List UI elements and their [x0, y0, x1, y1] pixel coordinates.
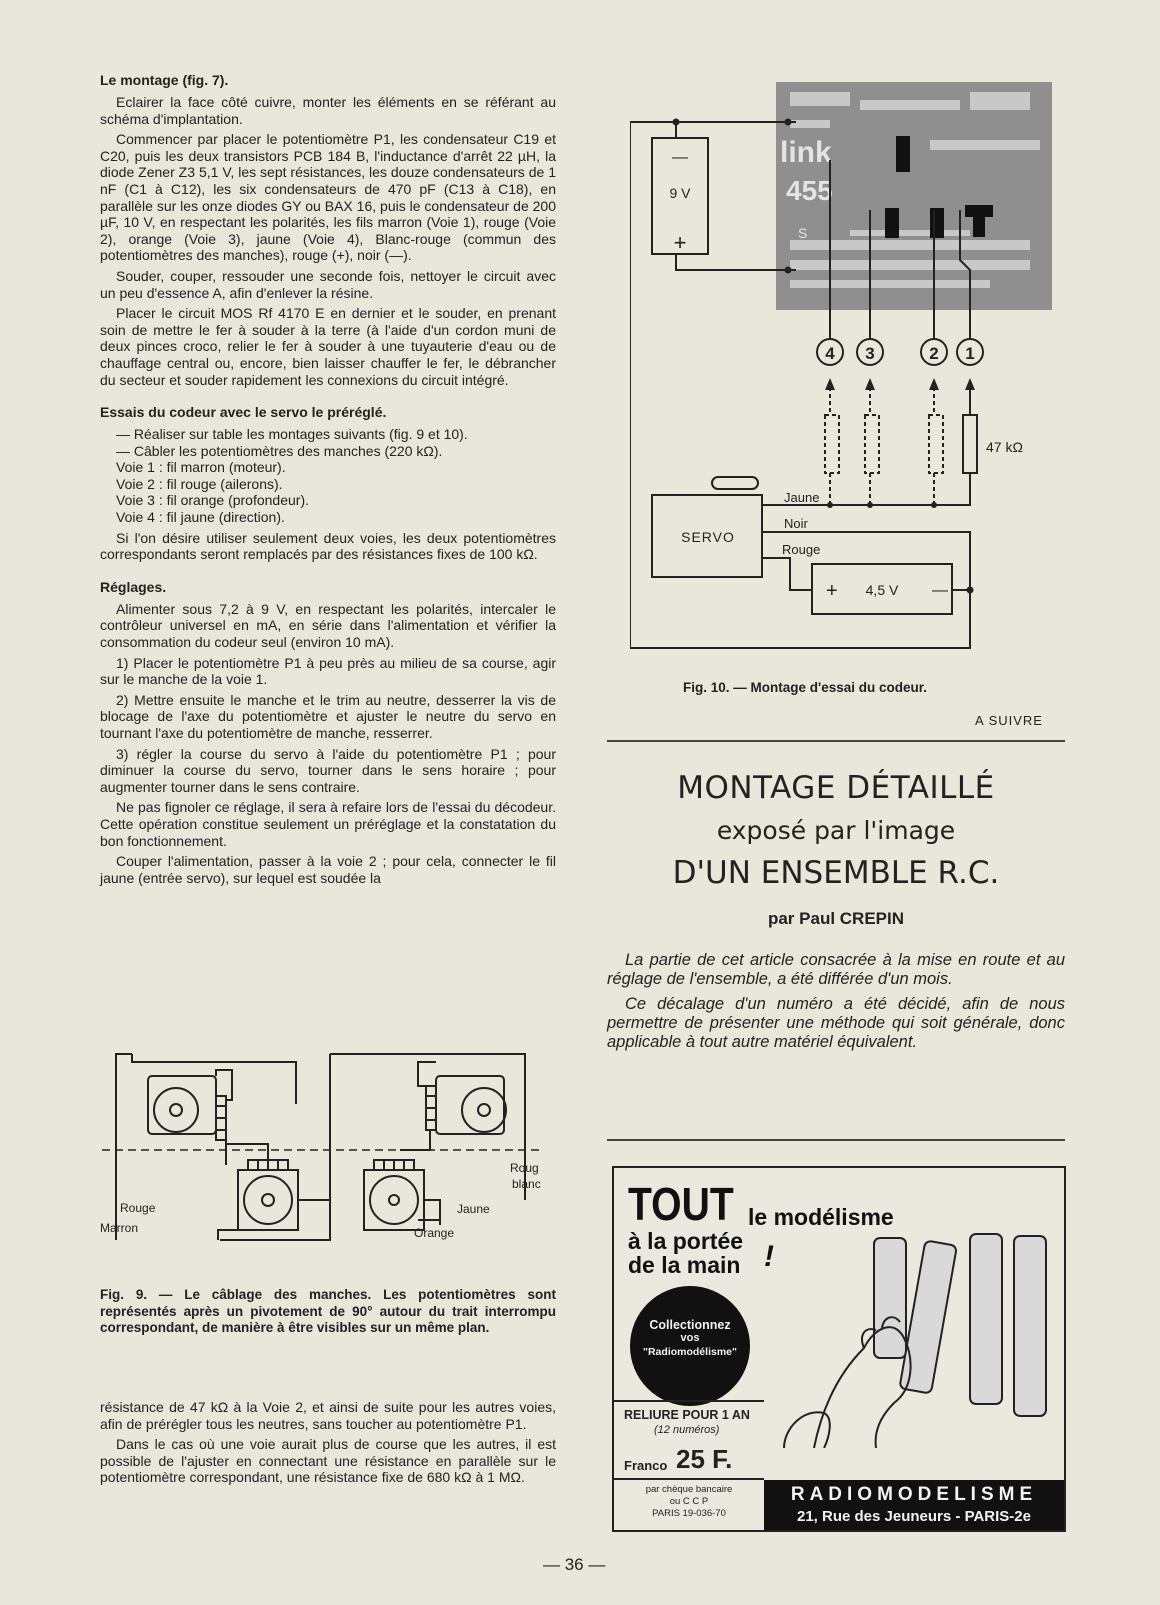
ad-reliure: RELIURE POUR 1 AN: [624, 1408, 750, 1422]
board-text-link: link: [780, 136, 832, 169]
essais-line: Voie 3 : fil orange (profondeur).: [116, 492, 310, 509]
left-bottom-text: [100, 1399, 556, 1490]
fig9-label-orange: Orange: [414, 1226, 455, 1240]
battery-9v-label: 9 V: [669, 185, 691, 201]
essais-line: — Réaliser sur table les montages suivants (fig. 9 et 10).: [116, 426, 468, 443]
fig9-label-jaune: Jaune: [457, 1202, 490, 1216]
article-title-line1: MONTAGE DÉTAILLÉ: [677, 770, 995, 806]
article-title-line3: D'UN ENSEMBLE R.C.: [672, 855, 1000, 891]
ad-franco: Franco: [624, 1458, 668, 1473]
advertisement: [612, 1166, 1066, 1532]
bottom-paragraph: Dans le cas où une voie aurait plus de course que les autres, il est possible de l'ajuster en connectant une résistance en parallèle sur le potentiomètre correspondant, une résistance fixe de 680 kΩ à 1 MΩ.: [100, 1436, 556, 1486]
battery-45v-label: 4,5 V: [865, 582, 899, 598]
ad-inner-rule: [614, 1400, 764, 1402]
fig9-caption-block: [100, 1287, 556, 1337]
board-text-455: 455: [786, 175, 833, 206]
ad-headline-excl: !: [764, 1240, 774, 1273]
ad-payment: [614, 1484, 764, 1520]
reglages-paragraph: Alimenter sous 7,2 à 9 V, en respectant les polarités, intercaler le contrôleur universel en mA, en série dans l'alimentation et vérifier la consommation du codeur seul (environ 10 mA).: [100, 600, 556, 651]
article-paragraph: Ce décalage d'un numéro a été décidé, afin de nous permettre de présenter une méthode qui soit générale, donc applicable à tout autre matériel équivalent.: [607, 995, 1065, 1051]
ad-circle-badge: [630, 1286, 750, 1406]
fig10-diagram: [630, 80, 1060, 660]
fig10-caption: Fig. 10. — Montage d'essai du codeur.: [683, 680, 928, 695]
montage-paragraph: Eclairer la face côté cuivre, monter les éléments en se référant au schéma d'implantation.: [100, 94, 556, 127]
ad-headline-rest3: de la main: [628, 1252, 741, 1278]
channel-3-label: 3: [865, 344, 875, 363]
ad-circle-line1: Collectionnez: [649, 1318, 731, 1332]
essais-heading: Essais du codeur avec le servo le préréglé.: [100, 404, 387, 421]
reglages-paragraph: 3) régler la course du servo à l'aide du potentiomètre P1 ; pour diminuer la course du servo, tourner dans le sens horaire ; pour augmenter tourner dans le sens contraire.: [100, 745, 556, 795]
bottom-paragraph: résistance de 47 kΩ à la Voie 2, et ainsi de suite pour les autres voies, afin de prérégler tous les neutres, sans toucher au potentiomètre P1.: [100, 1399, 556, 1432]
fig9-label-roug: Roug: [510, 1161, 539, 1175]
resistor-47k-label: 47 kΩ: [986, 439, 1023, 455]
ad-headline-big: TOUT: [628, 1178, 734, 1230]
article-title-line2: exposé par l'image: [716, 816, 956, 845]
page-number: — 36 —: [543, 1555, 606, 1574]
fig9-label-blanc: blanc: [512, 1177, 541, 1191]
fig9-diagram: [100, 1050, 560, 1265]
essais-line: Voie 1 : fil marron (moteur).: [116, 459, 286, 476]
channel-1-label: 1: [965, 344, 975, 363]
ad-inner-rule-2: [614, 1478, 764, 1480]
binders-illustration: [764, 1218, 1064, 1448]
reglages-heading: Réglages.: [100, 578, 167, 595]
battery-minus: —: [672, 149, 688, 166]
ad-price: 25 F.: [676, 1444, 733, 1474]
reglages-paragraph: Ne pas fignoler ce réglage, il sera à refaire lors de l'essai du décodeur. Cette opération constitue seulement un préréglage et la constatation du bon fonctionnement.: [100, 799, 556, 849]
ad-circle-line3: "Radiomodélisme": [643, 1346, 737, 1358]
wire-rouge-label: Rouge: [782, 542, 821, 557]
wire-jaune-label: Jaune: [784, 490, 820, 505]
montage-paragraph: Commencer par placer le potentiomètre P1, les condensateur C19 et C20, puis les deux transistors PCB 184 B, l'inductance d'arrêt 22 µH, la diode Zener Z3 5,1 V, les sept résistances, les douze condensateurs de 1 nF (C1 à C12), les six condensateurs de 470 pF (C13 à C18), en parallèle sur les onze diodes GY ou BAX 16, puis le condensateur de 200 µF, 10 V, en respectant les polarités, les fils marron (Voie 1), rouge (Voie 2), orange (Voie 3), jaune (Voie 4), Blanc-rouge (commun des potentiomètres des manches), rouge (+), noir (—).: [100, 131, 556, 264]
ad-numeros: (12 numéros): [654, 1424, 720, 1436]
montage-paragraph: Souder, couper, ressouder une seconde fois, nettoyer le circuit avec un peu d'essence A, afin d'enlever la résine.: [100, 267, 556, 301]
essais-paragraph: Si l'on désire utiliser seulement deux voies, les deux potentiomètres correspondants seront remplacés par des résistances fixes de 100 kΩ.: [100, 529, 556, 563]
ad-brand-box: [764, 1480, 1064, 1530]
fig9-caption: Fig. 9. — Le câblage des manches. Les potentiomètres sont représentés après un pivotement de 90° autour du trait interrompu correspondant, de manière à être visibles sur un même plan.: [100, 1287, 556, 1335]
reglages-paragraph: 2) Mettre ensuite le manche et le trim au neutre, desserrer la vis de blocage de l'axe du potentiomètre et ajuster le neutre du servo en tournant l'axe du potentiomètre de manche, resserrer.: [100, 691, 556, 741]
battery-plus: +: [673, 230, 687, 255]
ad-payment-line3: PARIS 19-036-70: [652, 1508, 726, 1519]
ad-payment-line1: par chèque bancaire: [645, 1484, 733, 1495]
ad-circle-line2: vos: [680, 1332, 700, 1344]
article-block: [607, 770, 1065, 1058]
essais-line: — Câbler les potentiomètres des manches (220 kΩ).: [116, 442, 443, 459]
article-byline: par Paul CREPIN: [767, 909, 905, 928]
ad-address: 21, Rue des Jeuneurs - PARIS-2e: [797, 1508, 1031, 1525]
battery-45-minus: —: [932, 582, 948, 599]
reglages-paragraph: Couper l'alimentation, passer à la voie 2 ; pour cela, connecter le fil jaune (entrée servo), sur lequel est soudée la: [100, 853, 556, 886]
ad-payment-line2: ou C C P: [669, 1496, 709, 1507]
wire-noir-label: Noir: [784, 516, 808, 531]
servo-label: SERVO: [681, 529, 735, 545]
divider-top: [607, 740, 1065, 742]
essais-line: Voie 4 : fil jaune (direction).: [116, 509, 285, 526]
fig9-label-marron: Marron: [100, 1221, 139, 1235]
fig9-label-rouge: Rouge: [120, 1201, 156, 1215]
ad-headline-rest1: le modélisme: [748, 1204, 894, 1230]
ad-brand: RADIOMODELISME: [790, 1484, 1038, 1505]
montage-paragraph: Placer le circuit MOS Rf 4170 E en dernier et le souder, en prenant soin de mettre le fer à souder à la terre (à l'aide d'un cordon muni de deux pinces croco, relier le fer à souder à une tuyauterie d'eau ou de chauffage central ou, encore, bien laisser chauffer le fer, le débrancher du secteur et souder rapidement les connexions du circuit intégré.: [100, 305, 556, 388]
essais-line: Voie 2 : fil rouge (ailerons).: [116, 475, 283, 492]
reglages-paragraph: 1) Placer le potentiomètre P1 à peu près au milieu de sa course, agir sur le manche de la voie 1.: [100, 654, 556, 688]
channel-2-label: 2: [929, 344, 939, 363]
battery-45-plus: +: [826, 580, 838, 602]
a-suivre: A SUIVRE: [975, 713, 1043, 728]
divider-bottom: [607, 1139, 1065, 1141]
article-paragraph: La partie de cet article consacrée à la mise en route et au réglage de l'ensemble, a été différée d'un mois.: [607, 951, 1065, 988]
ad-headline-rest2: à la portée: [628, 1228, 744, 1254]
board-text-s: S: [798, 225, 808, 241]
channel-4-label: 4: [825, 344, 835, 363]
montage-heading: Le montage (fig. 7).: [100, 72, 229, 88]
left-column: [100, 72, 556, 890]
